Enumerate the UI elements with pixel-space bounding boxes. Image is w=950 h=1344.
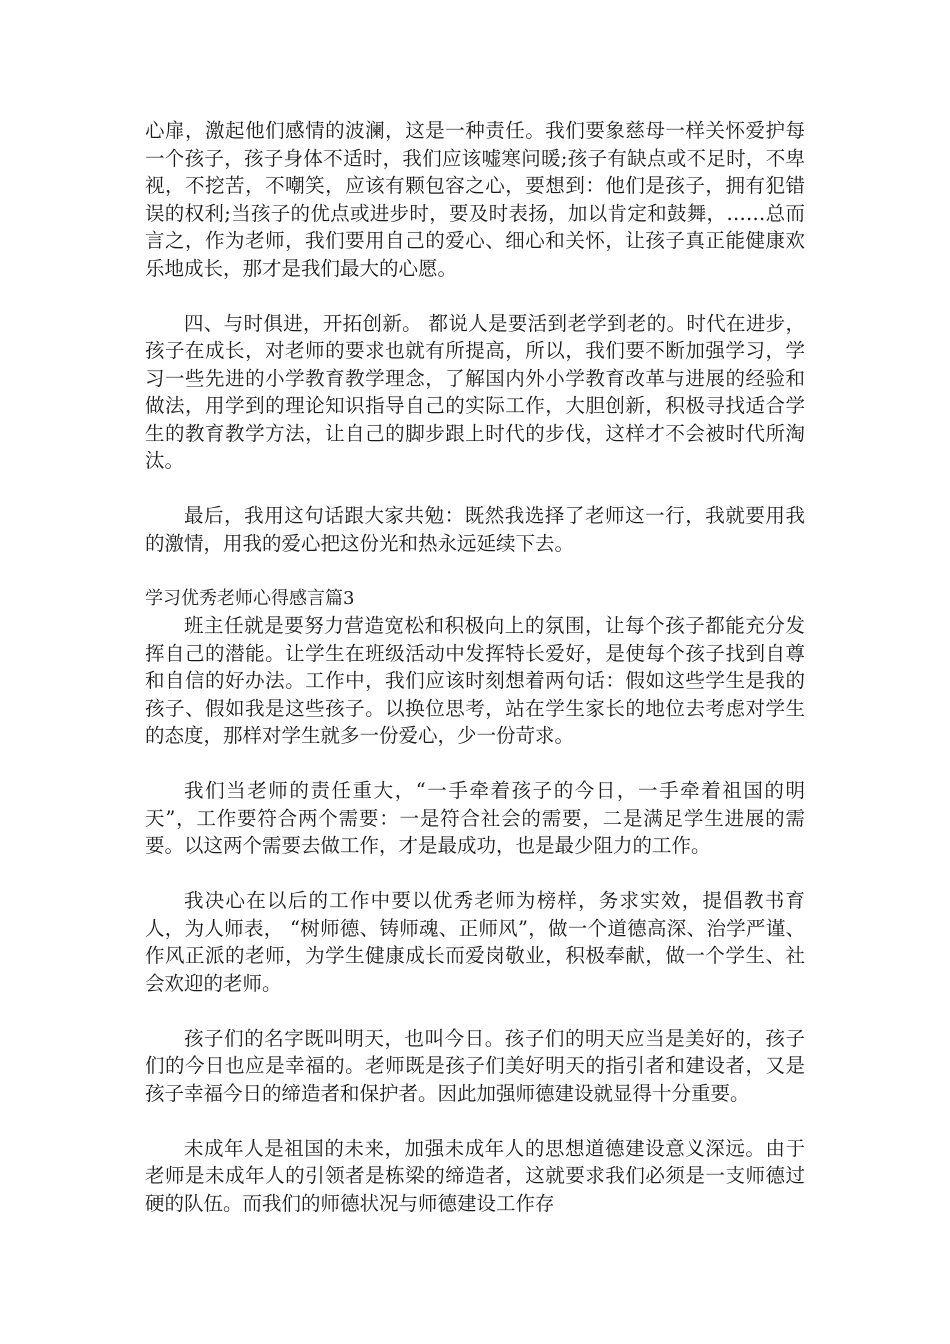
paragraph: 未成年人是祖国的未来，加强未成年人的思想道德建设意义深远。由于老师是未成年人的引领者是栋梁的缔造者，这就要求我们必须是一支师德过硬的队伍。而我们的师德状况与师德建设工作存 (145, 1136, 805, 1215)
document-body (145, 117, 805, 1245)
paragraph: 四、与时俱进，开拓创新。 都说人是要活到老学到老的。时代在进步，孩子在成长，对老师的要求也就有所提高，所以，我们要不断加强学习，学习一些先进的小学教育教学理念，了解国内外小学教育改革与进展的经验和做法，用学到的理论知识指导自己的实际工作，大胆创新，积极寻找适合学生的教育教学方法，让自己的脚步跟上时代的步伐，这样才不会被时代所淘汰。 (145, 311, 805, 472)
paragraph: 我决心在以后的工作中要以优秀老师为榜样，务求实效，提倡教书育人，为人师表， “树师德、铸师魂、正师风”，做一个道德高深、治学严谨、作风正派的老师，为学生健康成长而爱岗敬业，积极奉献，做一个学生、社会欢迎的老师。 (145, 889, 805, 995)
paragraph: 班主任就是要努力营造宽松和积极向上的氛围，让每个孩子都能充分发挥自己的潜能。让学生在班级活动中发挥特长爱好，是使每个孩子找到自尊和自信的好办法。工作中，我们应该时刻想着两句话：假如这些学生是我的孩子、假如我是这些孩子。以换位思考，站在学生家长的地位去考虑对学生的态度，那样对学生就多一份爱心，少一份苛求。 (145, 614, 805, 747)
paragraph: 孩子们的名字既叫明天，也叫今日。孩子们的明天应当是美好的，孩子们的今日也应是幸福的。老师既是孩子们美好明天的指引者和建设者，又是孩子幸福今日的缔造者和保护者。因此加强师德建设就显得十分重要。 (145, 1026, 805, 1105)
section-title: 学习优秀老师心得感言篇3 (145, 587, 355, 609)
paragraph: 最后，我用这句话跟大家共勉：既然我选择了老师这一行，我就要用我的激情，用我的爱心把这份光和热永远延续下去。 (145, 504, 805, 555)
paragraph: 心扉，激起他们感情的波澜，这是一种责任。我们要象慈母一样关怀爱护每一个孩子，孩子身体不适时，我们应该嘘寒问暖;孩子有缺点或不足时，不卑视，不挖苦，不嘲笑，应该有颗包容之心，要想到：他们是孩子，拥有犯错误的权利;当孩子的优点或进步时，要及时表扬，加以肯定和鼓舞，……总而言之，作为老师，我们要用自己的爱心、细心和关怀，让孩子真正能健康欢乐地成长，那才是我们最大的心愿。 (145, 119, 805, 280)
paragraph: 我们当老师的责任重大，“一手牵着孩子的今日，一手牵着祖国的明天”，工作要符合两个需要：一是符合社会的需要，二是满足学生进展的需要。以这两个需要去做工作，才是最成功，也是最少阻力的工作。 (145, 779, 805, 857)
